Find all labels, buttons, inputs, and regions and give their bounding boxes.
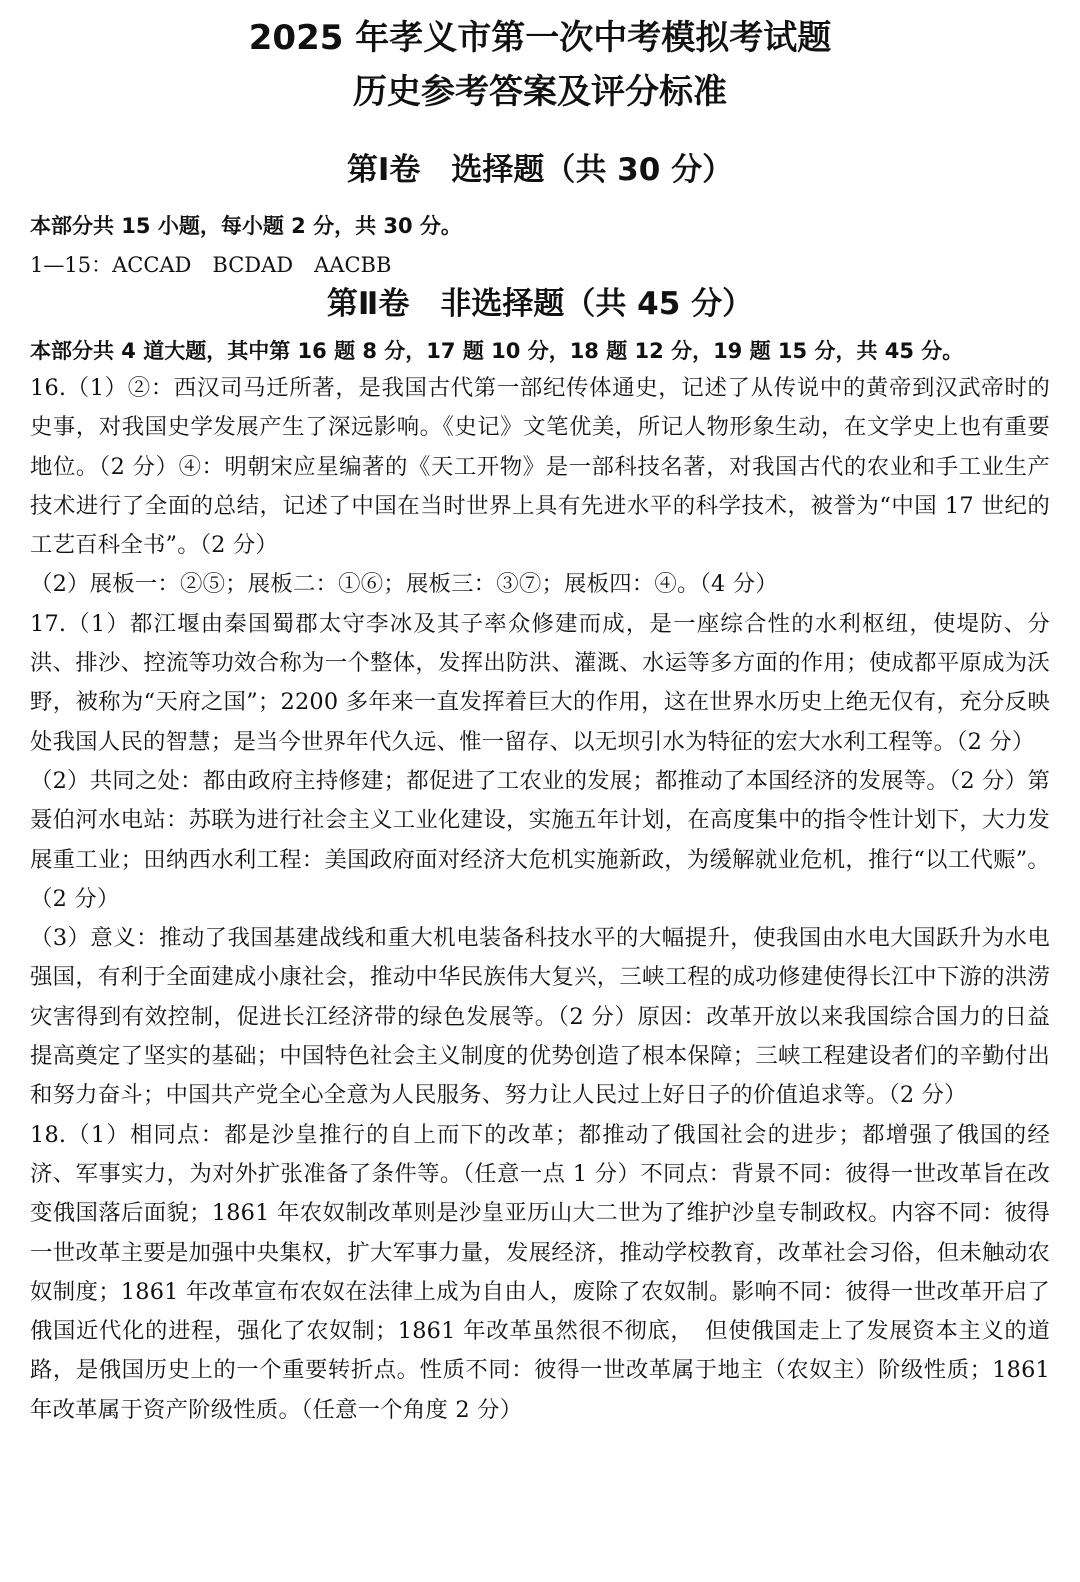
answer-17-3: （3）意义：推动了我国基建战线和重大机电装备科技水平的大幅提升，使我国由水电大国跃升为水电强国，有利于全面建成小康社会，推动中华民族伟大复兴，三峡工程的成功修建使得长江中下游的洪涝灾害得到有效控制，促进长江经济带的绿色发展等。（2 分）原因：改革开放以来我国综合国力的日益提高奠定了坚实的基础；中国特色社会主义制度的优势创造了根本保障；三峡工程建设者们的辛勤付出和努力奋斗；中国共产党全心全意为人民服务、努力让人民过上好日子的价值追求等。（2 分） bbox=[30, 925, 1050, 1109]
section-1-heading: 第Ⅰ卷 选择题（共 30 分） bbox=[346, 152, 734, 188]
multiple-choice-answers: 1—15：ACCAD BCDAD AACBB bbox=[30, 253, 392, 277]
answer-body bbox=[30, 369, 1050, 1430]
section-2-heading: 第Ⅱ卷 非选择题（共 45 分） bbox=[326, 286, 754, 322]
document-subtitle: 历史参考答案及评分标准 bbox=[353, 72, 727, 112]
answer-16-1: 16.（1）②：西汉司马迁所著，是我国古代第一部纪传体通史，记述了从传说中的黄帝到汉武帝时的史事，对我国史学发展产生了深远影响。《史记》文笔优美，所记人物形象生动，在文学史上也有重要地位。（2 分）④：明朝宋应星编著的《天工开物》是一部科技名著，对我国古代的农业和手工业生产技术进行了全面的总结，记述了中国在当时世界上具有先进水平的科学技术，被誉为“中国 17 世纪的工艺百科全书”。（2 分） bbox=[30, 375, 1050, 559]
answer-18-1: 18.（1）相同点：都是沙皇推行的自上而下的改革；都推动了俄国社会的进步；都增强了俄国的经济、军事实力，为对外扩张准备了条件等。（任意一点 1 分）不同点：背景不同：彼得一世改革旨在改变俄国落后面貌；1861 年农奴制改革则是沙皇亚历山大二世为了维护沙皇专制政权。内容不同：彼得一世改革主要是加强中央集权，扩大军事力量，发展经济，推动学校教育，改革社会习俗，但未触动农奴制度；1861 年改革宣布农奴在法律上成为自由人，废除了农奴制。影响不同：彼得一世改革开启了俄国近代化的进程，强化了农奴制；1861 年改革虽然很不彻底， 但使俄国走上了发展资本主义的道路，是俄国历史上的一个重要转折点。性质不同：彼得一世改革属于地主（农奴主）阶级性质；1861 年改革属于资产阶级性质。（任意一个角度 2 分） bbox=[30, 1121, 1050, 1423]
document-title: 2025 年孝义市第一次中考模拟考试题 bbox=[248, 18, 832, 58]
answer-17-2: （2）共同之处：都由政府主持修建；都促进了工农业的发展；都推动了本国经济的发展等。（2 分）第聂伯河水电站：苏联为进行社会主义工业化建设，实施五年计划，在高度集中的指令性计划下，大力发展重工业；田纳西水利工程：美国政府面对经济大危机实施新政，为缓解就业危机，推行“以工代赈”。（2 分） bbox=[30, 767, 1050, 912]
section-1-note: 本部分共 15 小题，每小题 2 分，共 30 分。 bbox=[30, 214, 462, 238]
answer-17-1: 17.（1）都江堰由秦国蜀郡太守李冰及其子率众修建而成，是一座综合性的水利枢纽，使堤防、分洪、排沙、控流等功效合称为一个整体，发挥出防洪、灌溉、水运等多方面的作用；使成都平原成为沃野，被称为“天府之国”；2200 多年来一直发挥着巨大的作用，这在世界水历史上绝无仅有，充分反映处我国人民的智慧；是当今世界年代久远、惟一留存、以无坝引水为特征的宏大水利工程等。（2 分） bbox=[30, 610, 1050, 755]
answer-16-2: （2）展板一：②⑤；展板二：①⑥；展板三：③⑦；展板四：④。（4 分） bbox=[30, 571, 778, 598]
section-2-note: 本部分共 4 道大题，其中第 16 题 8 分，17 题 10 分，18 题 12 分，19 题 15 分，共 45 分。 bbox=[30, 339, 964, 363]
